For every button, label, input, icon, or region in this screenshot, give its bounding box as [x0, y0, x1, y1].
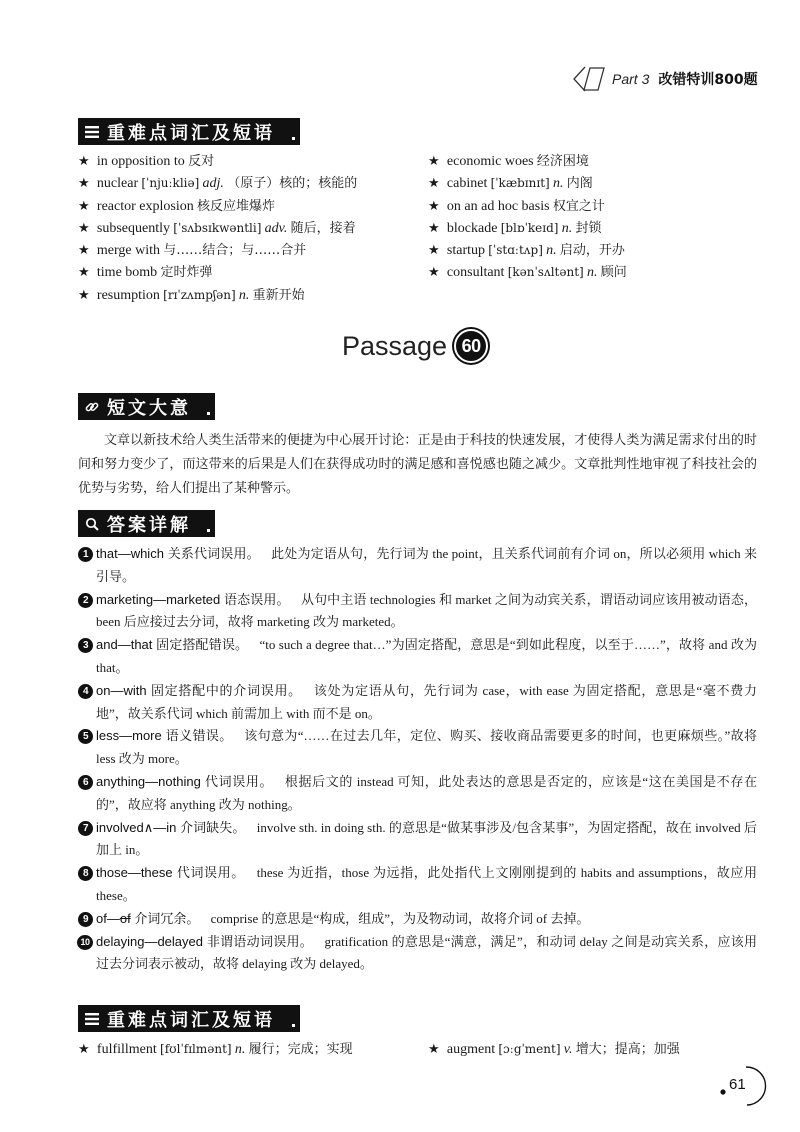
vocab-term: cabinet [446, 176, 488, 192]
vocab-item [428, 261, 627, 283]
answer-explanation: involve sth. in doing sth. 的意思是“做某事涉及/包含某事”，为固定搭配，故在 involved 后加上 in。 [96, 819, 757, 858]
wrong-word: and [96, 637, 118, 653]
vocab-term: nuclear [96, 176, 139, 192]
correct-word: more [132, 728, 162, 744]
correct-word: marketed [166, 591, 221, 607]
vocab-column-right [428, 1038, 680, 1060]
vocab-meaning: 重新开始 [252, 287, 305, 303]
vocab-item [78, 150, 357, 172]
vocab-meaning: 随后，接着 [290, 220, 356, 236]
correction-dash: — [117, 637, 131, 653]
answer-item [78, 817, 757, 863]
vocab-term: subsequently [96, 220, 171, 236]
correction-dash: — [153, 591, 167, 607]
wrong-word: on [96, 682, 111, 698]
answer-explanation: 该句意为“……在过去几年，定位、购买、接收商品需要更多的时间，也更麻烦些。”故将 less 改为 more。 [96, 728, 757, 767]
vocab-banner-top [78, 118, 300, 145]
vocab-term: resumption [96, 287, 160, 303]
vocab-term: startup [446, 243, 486, 259]
answer-correction [96, 774, 273, 789]
answer-number-badge: 8 [78, 866, 93, 881]
vocab-part-of-speech: v. [563, 1042, 573, 1058]
running-head-part: Part 3 [612, 71, 650, 87]
error-type: 介词缺失。 [180, 819, 246, 835]
answers-banner [78, 510, 215, 537]
passage-label: Passage [342, 330, 448, 361]
answer-correction [96, 820, 245, 835]
answer-item [78, 862, 757, 908]
wrong-word: those [96, 865, 128, 881]
answer-explanation: these 为近指，those 为远指，此处指代上文刚刚提到的 habits and assumptions，故应用 these。 [96, 865, 757, 903]
answers-banner-title: 答案详解 [107, 514, 191, 536]
answer-correction [96, 865, 245, 880]
page-number-text: 61 [729, 1076, 746, 1093]
star-icon [428, 153, 444, 168]
vocab-meaning: 与……结合；与……合并 [163, 243, 307, 259]
vocab-item [78, 217, 357, 239]
wrong-word: of [96, 910, 107, 926]
star-icon [78, 264, 94, 279]
running-head-title: 改错特训800题 [658, 72, 758, 88]
error-type: 关系代词误用。 [167, 546, 260, 561]
star-icon [78, 242, 94, 257]
error-type: 介词冗余。 [134, 910, 200, 926]
vocab-term: time bomb [96, 265, 158, 281]
correct-word: nothing [158, 773, 201, 789]
answer-item [78, 589, 757, 635]
answer-item [78, 680, 757, 726]
correct-word-struck: of [119, 910, 131, 926]
vocab-list-bottom [78, 1038, 757, 1060]
star-icon [428, 198, 444, 213]
vocab-phonetic: [blɒˈkeɪd] [500, 220, 559, 235]
vocab-item [428, 1038, 680, 1060]
correction-dash: — [106, 910, 120, 926]
passage-title [342, 329, 488, 363]
star-icon [78, 220, 94, 235]
vocab-phonetic: [ˈsʌbsɪkwəntli] [173, 220, 262, 235]
vocab-column-left [78, 150, 357, 306]
correct-word: delayed [157, 933, 203, 949]
vocab-part-of-speech: n. [546, 243, 557, 259]
vocab-item [428, 217, 627, 239]
vocab-phonetic: [ˈstɑːtʌp] [488, 243, 543, 258]
answer-number-badge: 6 [78, 775, 93, 790]
star-icon [428, 264, 444, 279]
answer-explanation: 根据后文的 instead 可知，此处表达的意思是否定的，应该是“这在美国是不存在的”，故应将 anything 改为 nothing。 [96, 773, 757, 812]
answer-item [78, 908, 757, 931]
correction-dash: — [153, 819, 167, 835]
vocab-part-of-speech: n. [561, 220, 573, 236]
answer-item [78, 725, 757, 771]
vocab-meaning: 经济困境 [536, 154, 589, 169]
wrong-word: involved∧ [96, 819, 154, 835]
vocab-meaning: 定时炸弹 [160, 265, 213, 281]
answer-correction [96, 934, 313, 949]
correct-word: these [140, 865, 173, 881]
vocab-item [428, 150, 627, 172]
magnifier-icon [85, 517, 99, 531]
vocab-phonetic: [fʊlˈfɪlmənt] [160, 1042, 232, 1057]
vocab-term: consultant [446, 265, 505, 281]
answer-correction [96, 637, 248, 652]
answer-explanation: 从句中主语 technologies 和 market 之间为动宾关系，谓语动词应该用被动语态，been 后应接过去分词，故将 marketing 改为 marketed。 [96, 591, 757, 630]
vocab-term: economic woes [446, 154, 534, 169]
star-icon [78, 153, 94, 168]
answer-number-badge: 4 [78, 684, 93, 699]
error-type: 固定搭配错误。 [156, 637, 249, 653]
vocab-term: merge with [96, 243, 161, 259]
vocab-part-of-speech: adj. [202, 176, 224, 192]
vocab-term: reactor explosion [96, 198, 194, 214]
answer-number-badge: 3 [78, 638, 93, 653]
vocab-term: in opposition to [96, 154, 185, 169]
answer-item [78, 634, 757, 680]
answer-explanation: 该处为定语从句，先行词为 case，with ease 为固定搭配，意思是“毫不费力地”，故关系代词 which 前需加上 with 而不是 on。 [96, 682, 757, 721]
passage-number-badge: 60 [454, 329, 488, 363]
vocab-term: augment [446, 1042, 496, 1058]
answer-explanation: gratification 的意思是“满意，满足”，和动词 delay 之间是动宾关系，应该用过去分词表示被动，故将 delaying 改为 delayed。 [96, 933, 757, 972]
answer-list [78, 543, 757, 976]
correct-word: that [130, 637, 153, 653]
answer-correction [96, 546, 260, 561]
answer-number-badge: 1 [78, 547, 93, 562]
star-icon [428, 1041, 444, 1056]
main-content [78, 393, 757, 1060]
error-type: 非谓语动词误用。 [206, 933, 314, 949]
vocab-item [78, 261, 357, 283]
answer-number-badge: 2 [78, 593, 93, 608]
vocab-item [78, 195, 357, 217]
list-icon [85, 1012, 99, 1026]
vocab-meaning: 履行；完成；实现 [248, 1042, 353, 1058]
summary-paragraph: 文章以新技术给人类生活带来的便捷为中心展开讨论：正是由于科技的快速发展，才使得人类为满足需求付出的时间和努力变少了，而这带来的后果是人们在获得成功时的满足感和喜悦感也随之减少。文章批判性地审视了科技社会的优势与劣势，给人们提出了某种警示。 [78, 432, 757, 495]
vocab-meaning: （原子）核的；核能的 [227, 176, 358, 192]
summary-banner [78, 393, 215, 420]
correction-dash: — [127, 865, 141, 881]
vocab-part-of-speech: adv. [264, 220, 288, 236]
vocab-item [428, 239, 627, 261]
answer-number-badge: 7 [78, 821, 93, 836]
list-icon [85, 125, 99, 139]
vocab-item [78, 1038, 353, 1060]
vocab-item [78, 239, 357, 261]
vocab-column-left [78, 1038, 353, 1060]
vocab-term: fulfillment [96, 1042, 157, 1058]
vocab-term: blockade [446, 220, 498, 236]
correction-dash: — [117, 546, 131, 561]
answer-explanation: “to such a degree that…”为固定搭配，意思是“到如此程度，以至于……”，故将 and 改为 that。 [96, 637, 757, 675]
vocab-meaning: 顾问 [600, 265, 627, 281]
error-type: 代词误用。 [176, 865, 245, 881]
correction-dash: — [119, 728, 133, 744]
page-number [716, 1064, 768, 1108]
star-icon [78, 175, 94, 190]
vocab-phonetic: [ɔːgˈment] [498, 1042, 561, 1057]
answer-item [78, 771, 757, 817]
vocab-meaning: 权宜之计 [552, 198, 605, 214]
answer-correction [96, 728, 233, 743]
vocab-item [428, 172, 627, 194]
vocab-banner-title: 重难点词汇及短语 [107, 1009, 275, 1031]
vocab-list-top [78, 150, 757, 303]
vocab-phonetic: [kənˈsʌltənt] [507, 265, 584, 280]
vocab-meaning: 启动，开办 [559, 243, 625, 259]
vocab-term: on an ad hoc basis [446, 198, 550, 214]
running-head [570, 63, 758, 95]
vocab-part-of-speech: n. [234, 1042, 246, 1058]
star-icon [428, 220, 444, 235]
vocab-meaning: 内阁 [566, 176, 593, 192]
vocab-item [78, 284, 357, 306]
error-type: 语态误用。 [224, 591, 290, 607]
summary-banner-title: 短文大意 [107, 397, 191, 419]
wrong-word: delaying [96, 933, 145, 949]
answer-explanation: 此处为定语从句，先行词为 the point，且关系代词前有介词 on，所以必须用 which 来引导。 [96, 546, 757, 584]
vocab-part-of-speech: n. [586, 265, 598, 281]
answer-correction [96, 683, 302, 698]
error-type: 固定搭配中的介词误用。 [150, 682, 302, 698]
vocab-item [428, 195, 627, 217]
vocab-meaning: 封锁 [575, 220, 602, 236]
correction-dash: — [145, 773, 159, 789]
answer-item [78, 543, 757, 589]
wrong-word: marketing [96, 591, 154, 607]
wrong-word: less [96, 728, 120, 744]
correction-dash: — [110, 682, 124, 698]
chevron-ornament-icon [570, 64, 610, 94]
correction-dash: — [144, 933, 158, 949]
vocab-meaning: 核反应堆爆炸 [196, 198, 275, 214]
link-icon [85, 400, 99, 414]
vocab-part-of-speech: n. [238, 287, 250, 303]
vocab-part-of-speech: n. [552, 176, 564, 192]
correct-word: with [123, 682, 147, 698]
star-icon [78, 287, 94, 302]
correct-word: in [166, 819, 177, 835]
wrong-word: that [96, 546, 118, 561]
vocab-meaning: 增大；提高；加强 [575, 1042, 680, 1058]
answer-correction [96, 911, 199, 926]
answer-explanation: comprise 的意思是“构成，组成”，为及物动词，故将介词 of 去掉。 [210, 910, 590, 926]
star-icon [428, 242, 444, 257]
answer-number-badge: 5 [78, 729, 93, 744]
vocab-banner-bottom [78, 1005, 300, 1032]
star-icon [78, 1041, 94, 1056]
answer-number-badge: 9 [78, 912, 93, 927]
star-icon [78, 198, 94, 213]
answer-number-badge: 10 [77, 935, 93, 950]
vocab-phonetic: [rɪˈzʌmpʃən] [163, 287, 236, 302]
error-type: 代词误用。 [205, 773, 274, 789]
answer-item [78, 931, 757, 977]
answer-correction [96, 592, 290, 607]
error-type: 语义错误。 [165, 728, 233, 744]
correct-word: which [130, 546, 164, 561]
vocab-phonetic: [ˈnjuːkliə] [141, 176, 200, 191]
vocab-meaning: 反对 [188, 154, 215, 169]
vocab-banner-title: 重难点词汇及短语 [107, 122, 275, 144]
wrong-word: anything [96, 773, 146, 789]
vocab-phonetic: [ˈkæbɪnɪt] [490, 176, 550, 191]
star-icon [428, 175, 444, 190]
vocab-item [78, 172, 357, 194]
vocab-column-right [428, 150, 627, 284]
